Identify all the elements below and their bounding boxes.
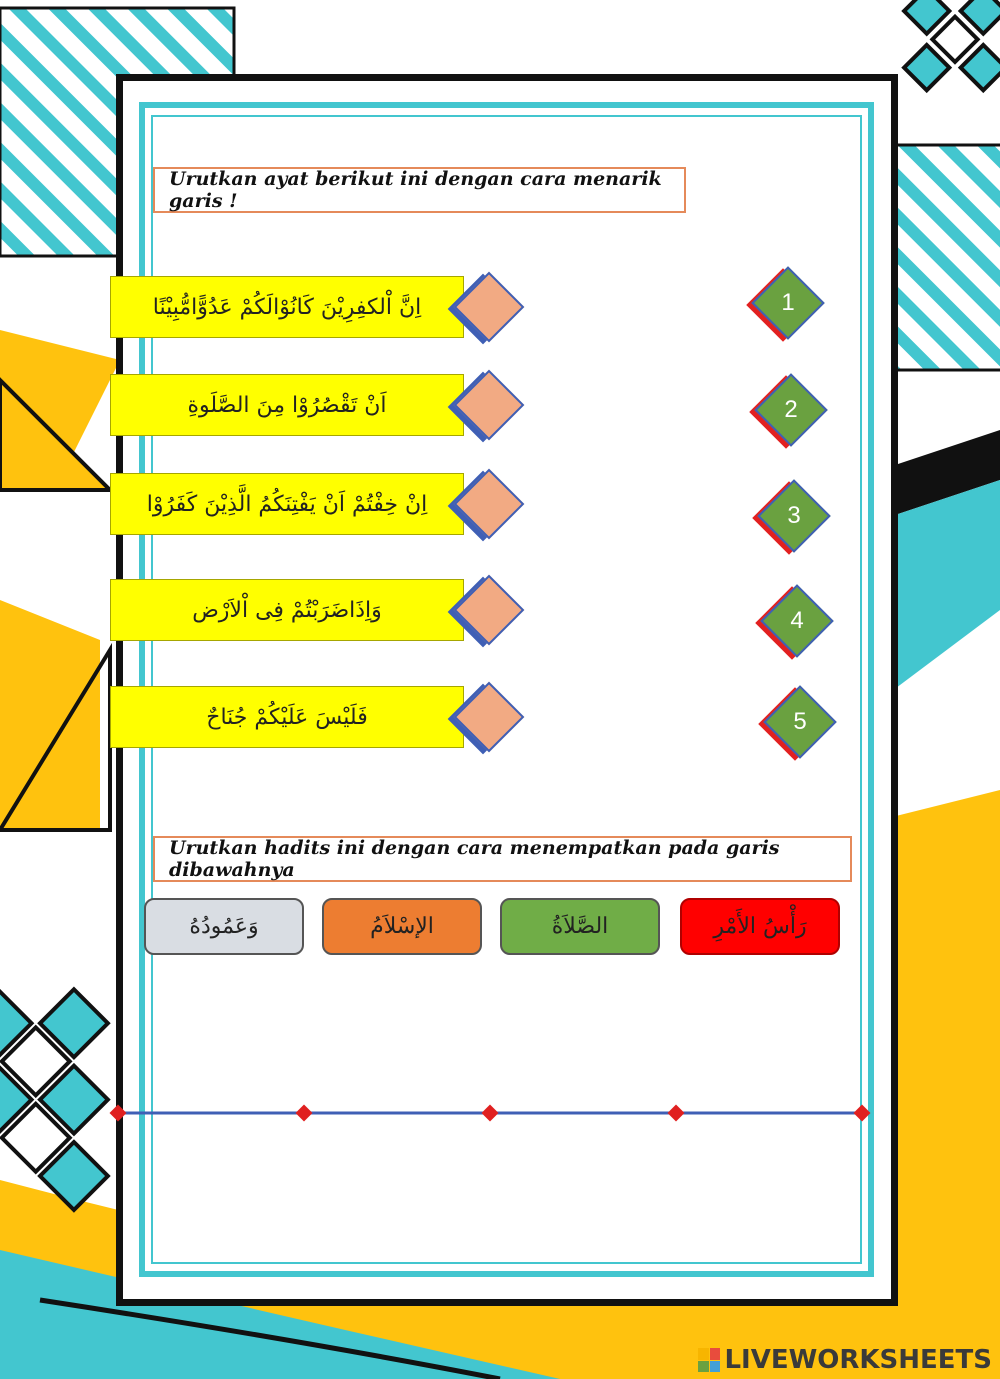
brand-text: LIVEWORKSHEETS (724, 1345, 992, 1375)
number-label: 5 (793, 708, 807, 735)
verse-box[interactable]: اَنْ تَقْصُرُوْا مِنَ الصَّلَوةِ (110, 374, 464, 436)
instruction-part2: Urutkan hadits ini dengan cara menempatkan pada garis dibawahnya (153, 836, 852, 882)
answer-drop-point[interactable] (668, 1105, 685, 1122)
verse-box[interactable]: اِنَّ اْلكفِرِيْنَ كَانُوْالَكُمْ عَدُوًّامُّبِيْنًا (110, 276, 464, 338)
number-label: 2 (784, 396, 798, 423)
verse-box[interactable]: اِنْ خِفْتُمْ اَنْ يَفْتِنَكُمُ الَّذِيْنَ كَفَرُوْا (110, 473, 464, 535)
answer-drop-point[interactable] (296, 1105, 313, 1122)
hadith-part-card[interactable]: رَأْسُ الأَمْرِ (680, 898, 840, 955)
answer-drop-point[interactable] (854, 1105, 871, 1122)
number-label: 1 (781, 289, 795, 316)
number-label: 3 (787, 502, 801, 529)
answer-drop-point[interactable] (110, 1105, 127, 1122)
hadith-part-card[interactable]: الإسْلاَمُ (322, 898, 482, 955)
verse-box[interactable]: وَاِذَاضَرَبْتُمْ فِى اْلاَرْض (110, 579, 464, 641)
liveworksheets-brand (698, 1346, 992, 1374)
hadith-part-card[interactable]: وَعَمُودُهُ (144, 898, 304, 955)
instruction-part1: Urutkan ayat berikut ini dengan cara menarik garis ! (153, 167, 686, 213)
hadith-part-card[interactable]: الصَّلاَةُ (500, 898, 660, 955)
verse-box[interactable]: فَلَيْسَ عَلَيْكُمْ جُنَاحٌ (110, 686, 464, 748)
liveworksheets-logo-icon (698, 1348, 720, 1372)
number-label: 4 (790, 607, 804, 634)
answer-drop-point[interactable] (482, 1105, 499, 1122)
